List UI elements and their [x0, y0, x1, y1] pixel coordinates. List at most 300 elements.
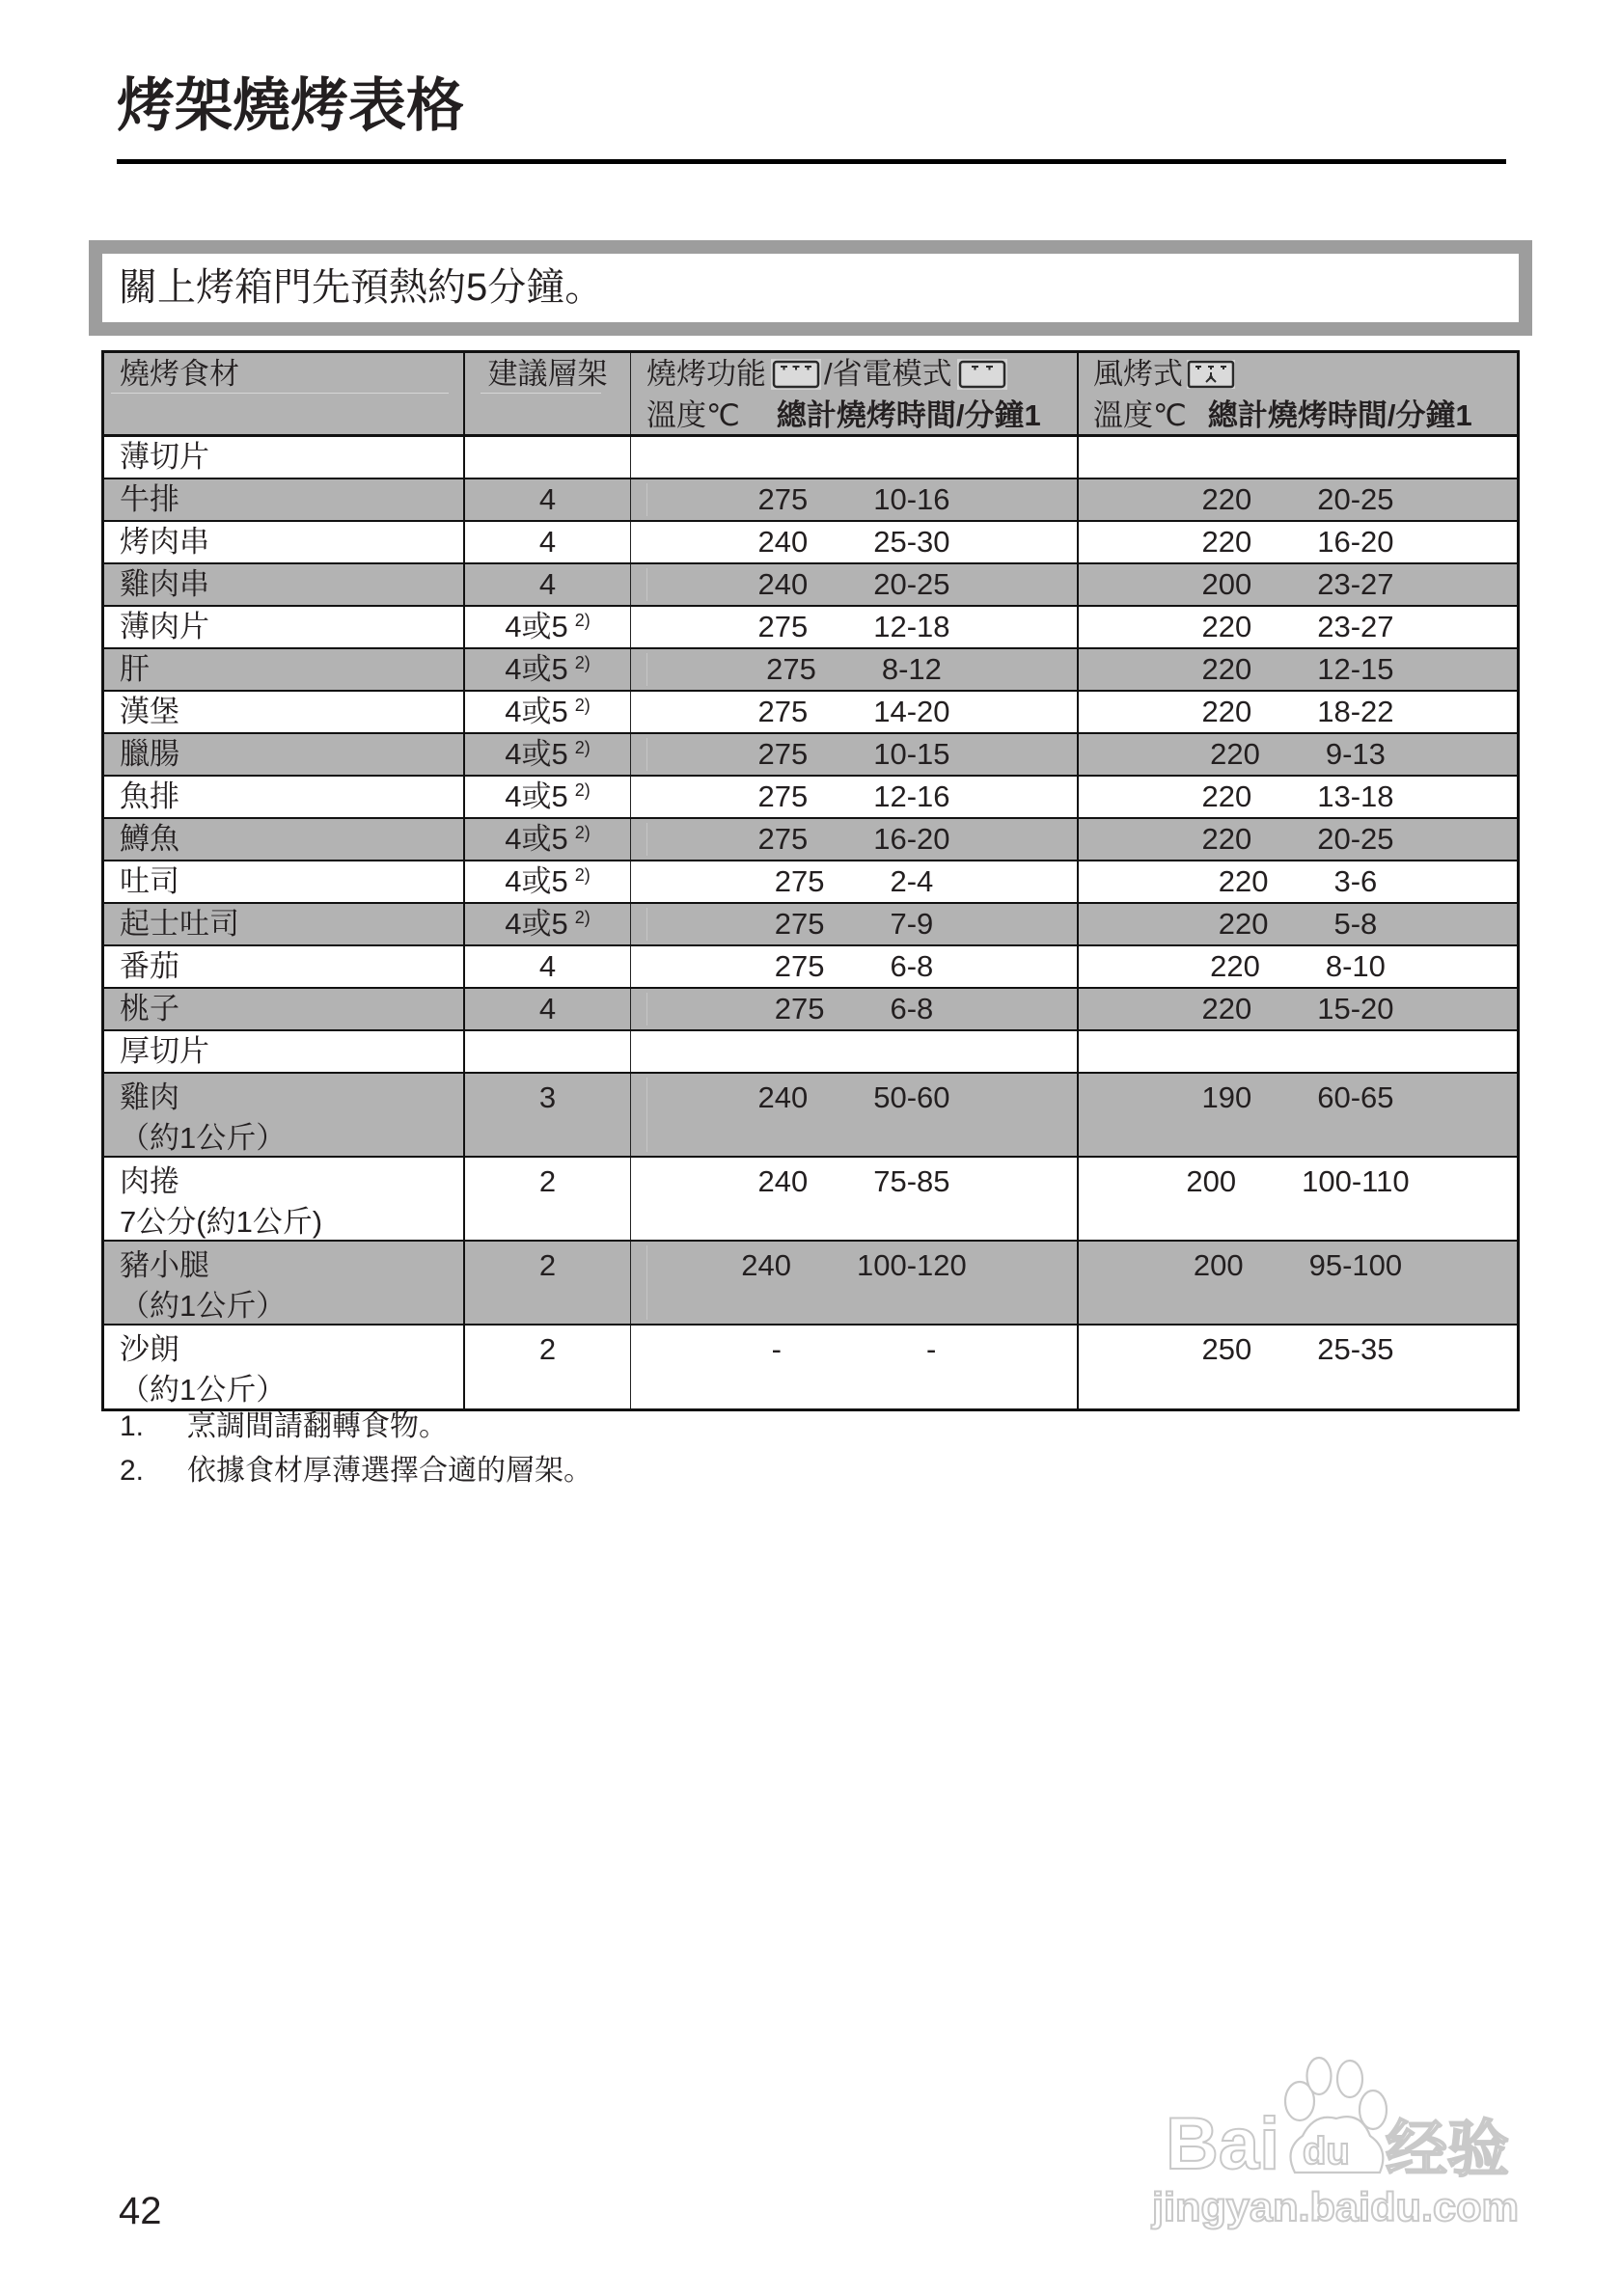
shelf-footnote-ref: 2) — [574, 738, 591, 757]
grill-values — [757, 1078, 949, 1118]
header-grill-line2 — [646, 395, 1041, 436]
header-fan-label: 風烤式 — [1093, 357, 1183, 391]
shelf-cell — [465, 522, 631, 562]
table-row — [104, 1326, 1517, 1408]
fan-time: 15-20 — [1317, 992, 1394, 1025]
shelf-level: 2 — [538, 1164, 557, 1198]
shelf-cell — [465, 777, 631, 817]
food-detail: 7公分(約1公斤) — [120, 1205, 323, 1239]
grill-temperature: 275 — [766, 652, 816, 686]
fan-cell — [1079, 607, 1517, 647]
food-cell — [104, 1074, 465, 1156]
shelf-cell — [465, 1074, 631, 1156]
grill-temperature: 240 — [757, 567, 809, 601]
fan-temperature: 220 — [1218, 864, 1269, 898]
shelf-cell — [465, 989, 631, 1029]
food-name: 豬小腿 — [120, 1248, 209, 1282]
fan-time: 3-6 — [1333, 864, 1378, 898]
table-row — [104, 904, 1517, 946]
table-row — [104, 692, 1517, 734]
food-cell — [104, 1242, 465, 1324]
fan-values — [1201, 479, 1393, 520]
food-cell — [104, 1326, 465, 1408]
grill-values — [772, 1329, 937, 1370]
grill-temperature: 275 — [774, 992, 825, 1025]
shelf-level: 4 — [538, 482, 557, 516]
table-section-row — [104, 437, 1517, 479]
grill-values — [775, 989, 934, 1029]
grill-time: 75-85 — [873, 1164, 950, 1198]
grill-time: 8-12 — [881, 652, 942, 686]
shelf-value — [539, 1078, 556, 1118]
header-fan-temp: 溫度℃ — [1093, 398, 1187, 432]
fan-cell — [1079, 777, 1517, 817]
shelf-level: 4或5 — [505, 695, 568, 728]
food-cell — [104, 819, 465, 860]
shelf-level: 2 — [538, 1248, 557, 1282]
grill-time: 6-8 — [890, 992, 934, 1025]
shelf-level: 3 — [538, 1080, 557, 1114]
grill-cell — [631, 649, 1079, 690]
shelf-footnote-ref: 2) — [574, 823, 591, 842]
grill-time: 16-20 — [873, 822, 950, 856]
header-fan-line2 — [1093, 395, 1472, 436]
shelf-level: 4或5 — [505, 737, 568, 771]
shelf-cell — [465, 607, 631, 647]
fan-temperature: 220 — [1201, 482, 1252, 516]
grill-values — [741, 1245, 967, 1286]
grill-temperature: - — [771, 1332, 782, 1366]
food-name: 魚排 — [120, 779, 179, 813]
shelf-footnote-ref: 2) — [574, 865, 591, 885]
fan-time: 18-22 — [1317, 695, 1394, 728]
grill-time: 20-25 — [873, 567, 950, 601]
fan-values — [1201, 777, 1393, 817]
fan-cell — [1079, 692, 1517, 732]
table-row — [104, 861, 1517, 904]
shelf-footnote-ref: 2) — [574, 780, 591, 800]
header-grill-temp: 溫度℃ — [646, 398, 740, 432]
shelf-level: 4或5 — [505, 864, 568, 898]
fan-cell — [1079, 1031, 1517, 1072]
food-name: 肝 — [120, 652, 150, 686]
shelf-cell — [465, 1031, 631, 1072]
grill-temperature: 275 — [757, 610, 809, 643]
shelf-value — [505, 777, 591, 817]
food-name: 牛排 — [120, 482, 179, 516]
shelf-value — [539, 1329, 556, 1370]
fan-values — [1201, 989, 1393, 1029]
food-cell — [104, 734, 465, 775]
header-fan-time: 總計燒烤時間/分鐘1 — [1207, 398, 1472, 432]
grill-temperature: 275 — [774, 864, 825, 898]
shelf-value — [539, 522, 556, 562]
shelf-cell — [465, 479, 631, 520]
fan-values — [1210, 946, 1386, 987]
grill-cell — [631, 734, 1079, 775]
food-name: 桃子 — [120, 992, 179, 1025]
grill-temperature: 275 — [757, 737, 809, 771]
food-name: 鱒魚 — [120, 822, 179, 856]
food-cell — [104, 607, 465, 647]
shelf-value — [505, 692, 591, 732]
shelf-value — [505, 819, 591, 860]
grill-temperature: 275 — [774, 907, 825, 941]
table-section-row — [104, 1031, 1517, 1074]
grill-temperature: 240 — [757, 525, 809, 559]
shelf-cell — [465, 1158, 631, 1240]
food-name: 烤肉串 — [120, 525, 209, 559]
fan-temperature: 190 — [1201, 1080, 1252, 1114]
fan-temperature: 220 — [1201, 779, 1252, 813]
shelf-value — [539, 1162, 556, 1202]
food-name: 雞肉 — [120, 1080, 179, 1114]
food-name: 肉捲 — [120, 1164, 179, 1198]
grill-time: - — [926, 1332, 937, 1366]
grill-time: 7-9 — [890, 907, 934, 941]
grill-temperature: 275 — [757, 779, 809, 813]
food-cell — [104, 904, 465, 944]
food-cell — [104, 1158, 465, 1240]
fan-time: 25-35 — [1317, 1332, 1394, 1366]
fan-values — [1201, 607, 1393, 647]
fan-values — [1186, 1162, 1409, 1202]
grill-cell — [631, 607, 1079, 647]
fan-cell — [1079, 819, 1517, 860]
grill-icon — [771, 359, 821, 390]
shelf-cell — [465, 1326, 631, 1408]
grill-temperature: 240 — [757, 1080, 809, 1114]
fan-temperature: 250 — [1201, 1332, 1252, 1366]
fan-temperature: 220 — [1210, 737, 1260, 771]
table-row — [104, 734, 1517, 777]
grill-cell — [631, 777, 1079, 817]
table-header — [104, 353, 1517, 437]
shelf-footnote-ref: 2) — [574, 653, 591, 672]
baidu-watermark — [1139, 2036, 1544, 2248]
fan-values — [1194, 1245, 1402, 1286]
grill-time: 25-30 — [873, 525, 950, 559]
table-row — [104, 777, 1517, 819]
footnote-number: 2. — [120, 1455, 145, 1487]
fan-time: 20-25 — [1317, 482, 1394, 516]
food-cell — [104, 989, 465, 1029]
grill-temperature: 275 — [757, 822, 809, 856]
grill-cell — [631, 522, 1079, 562]
shelf-cell — [465, 819, 631, 860]
fan-values — [1201, 819, 1393, 860]
fan-values — [1201, 649, 1393, 690]
food-cell — [104, 861, 465, 902]
shelf-value — [539, 479, 556, 520]
fan-cell — [1079, 1158, 1517, 1240]
grill-cell — [631, 1031, 1079, 1072]
shelf-level: 4 — [538, 567, 557, 601]
footnote-number: 1. — [120, 1410, 145, 1442]
food-name: 沙朗 — [120, 1332, 179, 1366]
grill-time: 14-20 — [873, 695, 950, 728]
shelf-value — [539, 564, 556, 605]
grill-time: 12-18 — [873, 610, 950, 643]
shelf-level: 4 — [538, 949, 557, 983]
fan-time: 8-10 — [1325, 949, 1386, 983]
baidu-paw-logo-icon — [1139, 2036, 1544, 2248]
fan-values — [1201, 564, 1393, 605]
grill-values — [757, 564, 949, 605]
fan-temperature: 220 — [1201, 822, 1252, 856]
section-label: 厚切片 — [120, 1034, 209, 1068]
header-fan — [1079, 353, 1517, 434]
grill-cell — [631, 564, 1079, 605]
fan-cell — [1079, 861, 1517, 902]
header-food-label: 燒烤食材 — [120, 357, 239, 391]
fan-values — [1201, 1078, 1393, 1118]
grill-cell — [631, 904, 1079, 944]
fan-cell — [1079, 734, 1517, 775]
food-detail: （約1公斤） — [120, 1289, 287, 1323]
food-detail: （約1公斤） — [120, 1121, 287, 1155]
grill-values — [766, 649, 942, 690]
grill-time: 6-8 — [890, 949, 934, 983]
shelf-value — [505, 734, 591, 775]
fan-cell — [1079, 904, 1517, 944]
shelf-cell — [465, 692, 631, 732]
page-number: 42 — [119, 2190, 162, 2232]
grill-time: 50-60 — [873, 1080, 950, 1114]
grill-cell — [631, 1074, 1079, 1156]
fan-cell — [1079, 989, 1517, 1029]
shelf-footnote-ref: 2) — [574, 696, 591, 715]
section-label: 薄切片 — [120, 440, 209, 474]
grill-cell — [631, 989, 1079, 1029]
grill-time: 10-15 — [873, 737, 950, 771]
table-row — [104, 479, 1517, 522]
fan-cell — [1079, 1074, 1517, 1156]
header-shelf — [465, 353, 631, 434]
grill-temperature: 275 — [774, 949, 825, 983]
fan-temperature: 220 — [1201, 610, 1252, 643]
fan-temperature: 220 — [1201, 652, 1252, 686]
title-rule — [117, 159, 1506, 164]
page-title: 烤架燒烤表格 — [117, 73, 464, 138]
eco-grill-icon — [957, 359, 1007, 390]
fan-values — [1210, 734, 1386, 775]
shelf-value — [539, 989, 556, 1029]
watermark-brand-right: 经验 — [1386, 2115, 1509, 2184]
table-row — [104, 649, 1517, 692]
grill-time: 100-120 — [856, 1248, 967, 1282]
header-food — [104, 353, 465, 434]
grill-values — [757, 734, 949, 775]
table-row — [104, 819, 1517, 861]
fan-grill-icon — [1187, 360, 1235, 389]
grill-values — [757, 522, 949, 562]
shelf-level: 4或5 — [505, 907, 568, 941]
grill-cell — [631, 437, 1079, 478]
fan-cell — [1079, 1326, 1517, 1408]
shelf-value — [505, 904, 591, 944]
food-cell — [104, 649, 465, 690]
fan-temperature: 220 — [1201, 695, 1252, 728]
food-name: 起士吐司 — [120, 907, 239, 941]
grill-cell — [631, 819, 1079, 860]
grill-values — [775, 946, 934, 987]
fan-temperature: 220 — [1218, 907, 1269, 941]
preheat-notice-box — [89, 240, 1532, 336]
shelf-cell — [465, 1242, 631, 1324]
fan-temperature: 220 — [1201, 525, 1252, 559]
grill-values — [757, 1162, 949, 1202]
fan-temperature: 200 — [1186, 1164, 1237, 1198]
shelf-cell — [465, 904, 631, 944]
grill-values — [757, 479, 949, 520]
grill-table — [101, 350, 1520, 1411]
shelf-cell — [465, 734, 631, 775]
grill-cell — [631, 479, 1079, 520]
fan-values — [1201, 1329, 1393, 1370]
footnote-text: 烹調間請翻轉食物。 — [187, 1410, 448, 1442]
food-detail: （約1公斤） — [120, 1373, 287, 1407]
fan-time: 23-27 — [1317, 567, 1394, 601]
fan-time: 12-15 — [1317, 652, 1394, 686]
food-cell — [104, 946, 465, 987]
grill-cell — [631, 1242, 1079, 1324]
fan-time: 20-25 — [1317, 822, 1394, 856]
food-name: 吐司 — [120, 864, 179, 898]
grill-cell — [631, 1158, 1079, 1240]
shelf-cell — [465, 861, 631, 902]
fan-cell — [1079, 1242, 1517, 1324]
table-row — [104, 564, 1517, 607]
fan-time: 5-8 — [1333, 907, 1378, 941]
footnote-text: 依據食材厚薄選擇合適的層架。 — [187, 1455, 592, 1487]
shelf-value — [539, 1245, 556, 1286]
grill-values — [757, 777, 949, 817]
table-row — [104, 989, 1517, 1031]
fan-cell — [1079, 479, 1517, 520]
shelf-cell — [465, 649, 631, 690]
shelf-value — [539, 946, 556, 987]
fan-values — [1219, 861, 1378, 902]
watermark-brand-paw: du — [1303, 2130, 1350, 2173]
header-grill-time: 總計燒烤時間/分鐘1 — [776, 398, 1041, 432]
food-name: 臘腸 — [120, 737, 179, 771]
grill-cell — [631, 692, 1079, 732]
fan-temperature: 200 — [1193, 1248, 1244, 1282]
food-cell — [104, 777, 465, 817]
shelf-cell — [465, 946, 631, 987]
fan-cell — [1079, 437, 1517, 478]
fan-values — [1201, 692, 1393, 732]
header-grill-line1 — [646, 353, 1010, 395]
table-row — [104, 946, 1517, 989]
fan-values — [1219, 904, 1378, 944]
fan-time: 16-20 — [1317, 525, 1394, 559]
food-name: 雞肉串 — [120, 567, 209, 601]
shelf-level: 4或5 — [505, 652, 568, 686]
food-cell — [104, 564, 465, 605]
header-grill-label: 燒烤功能 — [646, 357, 766, 391]
fan-temperature: 220 — [1201, 992, 1252, 1025]
grill-values — [775, 904, 934, 944]
footnote — [120, 1405, 592, 1449]
fan-cell — [1079, 649, 1517, 690]
food-cell — [104, 522, 465, 562]
watermark-brand-left: Bai — [1166, 2103, 1280, 2185]
grill-cell — [631, 861, 1079, 902]
header-eco-label: /省電模式 — [824, 357, 952, 391]
shelf-value — [505, 649, 591, 690]
grill-values — [757, 819, 949, 860]
preheat-notice-text: 關上烤箱門先預熱約5分鐘。 — [119, 266, 604, 309]
fan-time: 13-18 — [1317, 779, 1394, 813]
grill-time: 2-4 — [890, 864, 934, 898]
table-row — [104, 607, 1517, 649]
food-cell — [104, 1031, 465, 1072]
food-name: 薄肉片 — [120, 610, 209, 643]
footnotes — [120, 1405, 592, 1493]
grill-values — [757, 692, 949, 732]
grill-time: 10-16 — [873, 482, 950, 516]
food-name: 漢堡 — [120, 695, 179, 728]
grill-cell — [631, 1326, 1079, 1408]
fan-temperature: 220 — [1210, 949, 1260, 983]
header-underline — [111, 393, 449, 394]
shelf-value — [505, 607, 591, 647]
header-underline — [481, 393, 601, 394]
fan-time: 95-100 — [1308, 1248, 1403, 1282]
header-grill — [631, 353, 1079, 434]
shelf-level: 4或5 — [505, 610, 568, 643]
shelf-value — [505, 861, 591, 902]
fan-time: 100-110 — [1302, 1164, 1410, 1198]
shelf-level: 2 — [538, 1332, 557, 1366]
grill-temperature: 275 — [757, 482, 809, 516]
food-cell — [104, 479, 465, 520]
fan-time: 9-13 — [1325, 737, 1386, 771]
shelf-footnote-ref: 2) — [574, 908, 591, 927]
shelf-footnote-ref: 2) — [574, 611, 591, 630]
fan-time: 23-27 — [1317, 610, 1394, 643]
food-cell — [104, 437, 465, 478]
shelf-level: 4 — [538, 525, 557, 559]
shelf-level: 4或5 — [505, 779, 568, 813]
fan-values — [1201, 522, 1393, 562]
fan-cell — [1079, 946, 1517, 987]
grill-values — [757, 607, 949, 647]
shelf-level: 4 — [538, 992, 557, 1025]
shelf-level: 4或5 — [505, 822, 568, 856]
fan-cell — [1079, 564, 1517, 605]
food-name: 番茄 — [120, 949, 179, 983]
header-fan-line1 — [1093, 353, 1238, 395]
table-row — [104, 1242, 1517, 1326]
grill-values — [775, 861, 934, 902]
grill-temperature: 240 — [741, 1248, 791, 1282]
fan-temperature: 200 — [1201, 567, 1252, 601]
fan-cell — [1079, 522, 1517, 562]
table-row — [104, 1074, 1517, 1158]
table-row — [104, 1158, 1517, 1242]
grill-temperature: 275 — [757, 695, 809, 728]
footnote — [120, 1449, 592, 1493]
grill-cell — [631, 946, 1079, 987]
fan-time: 60-65 — [1317, 1080, 1394, 1114]
grill-time: 12-16 — [873, 779, 950, 813]
food-cell — [104, 692, 465, 732]
grill-temperature: 240 — [757, 1164, 809, 1198]
shelf-cell — [465, 564, 631, 605]
